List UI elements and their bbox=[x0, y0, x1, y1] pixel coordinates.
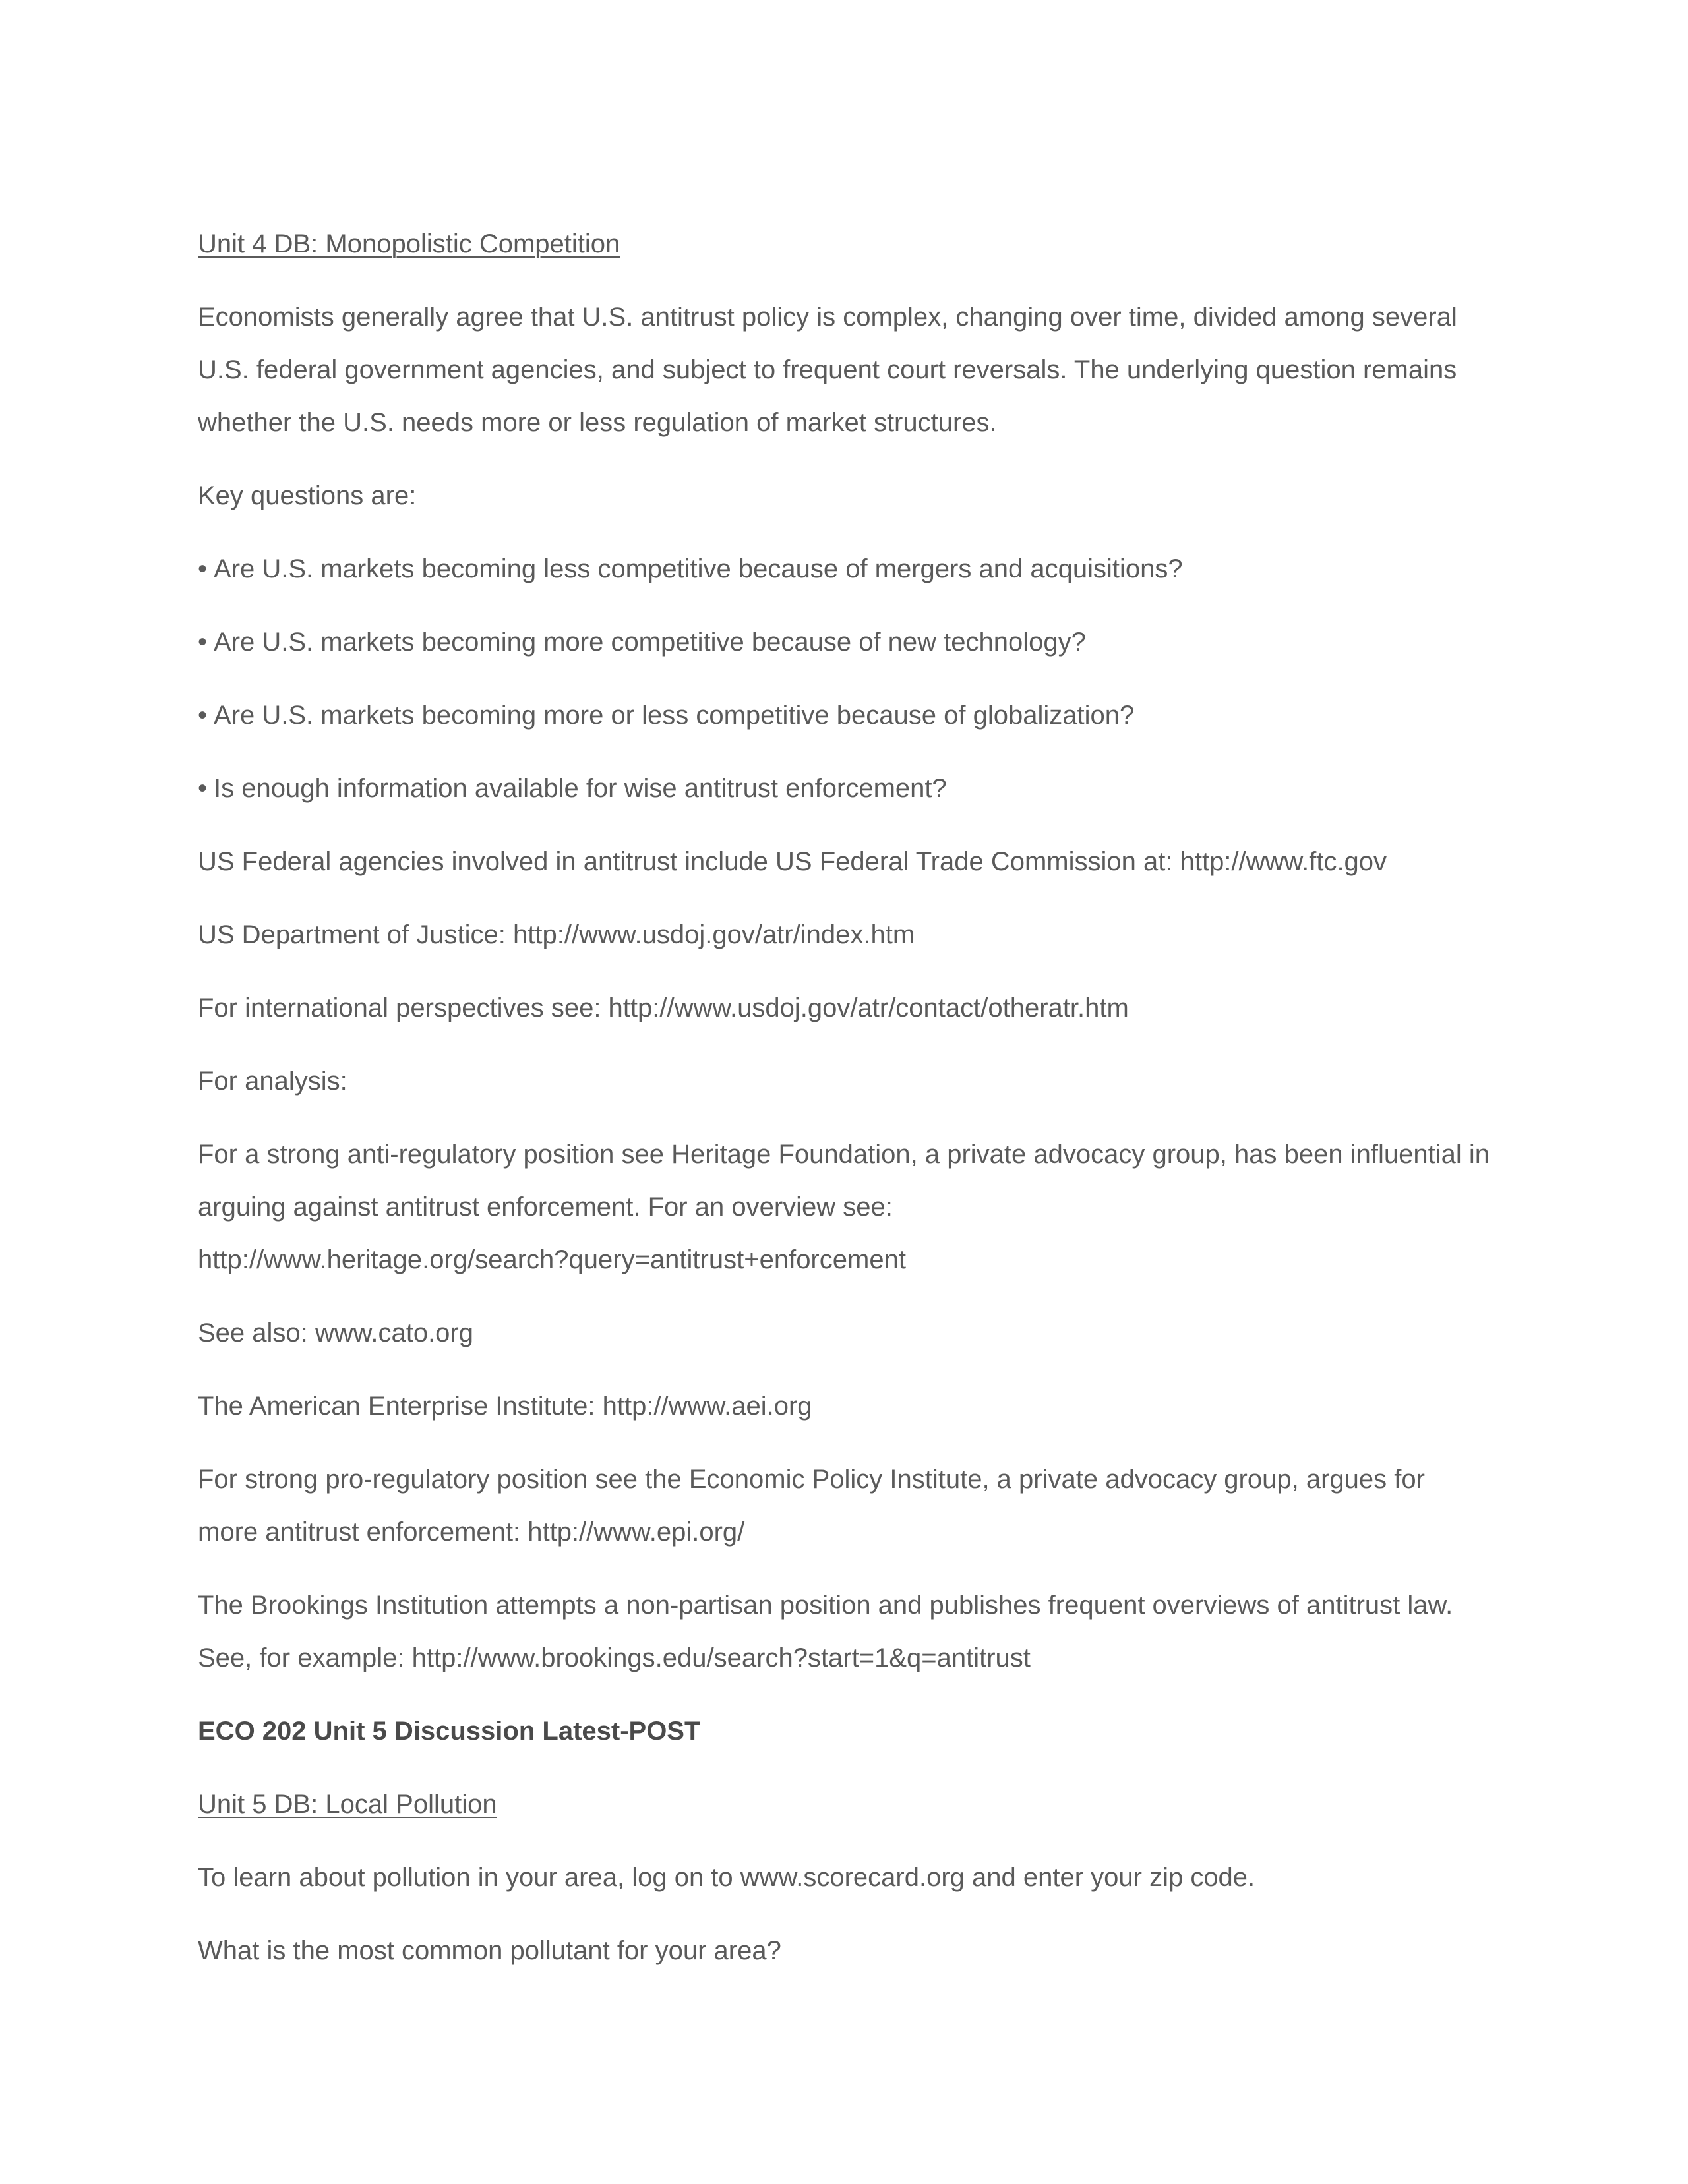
question-item-3 bbox=[198, 689, 1490, 742]
unit4-heading: Unit 4 DB: Monopolistic Competition bbox=[198, 229, 620, 258]
bullet-icon: • bbox=[198, 628, 208, 657]
question-text: Are U.S. markets becoming less competitive because of mergers and acquisitions? bbox=[214, 554, 1183, 583]
analysis-label: For analysis: bbox=[198, 1067, 347, 1096]
question-text: Is enough information available for wise antitrust enforcement? bbox=[214, 774, 947, 803]
bullet-icon: • bbox=[198, 774, 208, 803]
unit5-question: What is the most common pollutant for your area? bbox=[198, 1936, 781, 1965]
cato-paragraph: See also: www.cato.org bbox=[198, 1318, 473, 1347]
heritage-text: For a strong anti-regulatory position see Heritage Foundation, a private advocacy group, has been influential in arguing against antitrust enforcement. For an overview see: bbox=[198, 1140, 1490, 1222]
question-text: Are U.S. markets becoming more competitive because of new technology? bbox=[214, 628, 1086, 657]
aei-paragraph: The American Enterprise Institute: http://www.aei.org bbox=[198, 1392, 812, 1421]
unit5-heading: Unit 5 DB: Local Pollution bbox=[198, 1790, 497, 1819]
international-paragraph: For international perspectives see: http://www.usdoj.gov/atr/contact/otheratr.htm bbox=[198, 993, 1129, 1022]
document-page bbox=[198, 218, 1490, 1997]
brookings-paragraph: The Brookings Institution attempts a non-partisan position and publishes frequent overviews of antitrust law. See, for example: http://www.brookings.edu/search?start=1&q=antitrust bbox=[198, 1591, 1453, 1672]
agencies-paragraph: US Federal agencies involved in antitrust include US Federal Trade Commission at: http://www.ftc.gov bbox=[198, 847, 1387, 876]
bullet-icon: • bbox=[198, 554, 208, 583]
key-questions-label: Key questions are: bbox=[198, 481, 417, 510]
doj-paragraph: US Department of Justice: http://www.usdoj.gov/atr/index.htm bbox=[198, 920, 915, 949]
unit4-intro-paragraph: Economists generally agree that U.S. antitrust policy is complex, changing over time, divided among several U.S. federal government agencies, and subject to frequent court reversals. The underlying question remains whether the U.S. needs more or less regulation of market structures. bbox=[198, 303, 1457, 437]
question-item-4 bbox=[198, 762, 1490, 815]
question-text: Are U.S. markets becoming more or less competitive because of globalization? bbox=[214, 701, 1135, 730]
heritage-paragraph bbox=[198, 1128, 1490, 1286]
unit5-instruction: To learn about pollution in your area, log on to www.scorecard.org and enter your zip code. bbox=[198, 1863, 1255, 1892]
question-item-2 bbox=[198, 616, 1490, 668]
epi-paragraph: For strong pro-regulatory position see the Economic Policy Institute, a private advocacy group, argues for more antitrust enforcement: http://www.epi.org/ bbox=[198, 1465, 1425, 1547]
course-heading: ECO 202 Unit 5 Discussion Latest-POST bbox=[198, 1717, 701, 1746]
question-item-1 bbox=[198, 543, 1490, 595]
heritage-url: http://www.heritage.org/search?query=antitrust+enforcement bbox=[198, 1245, 906, 1274]
bullet-icon: • bbox=[198, 701, 208, 730]
